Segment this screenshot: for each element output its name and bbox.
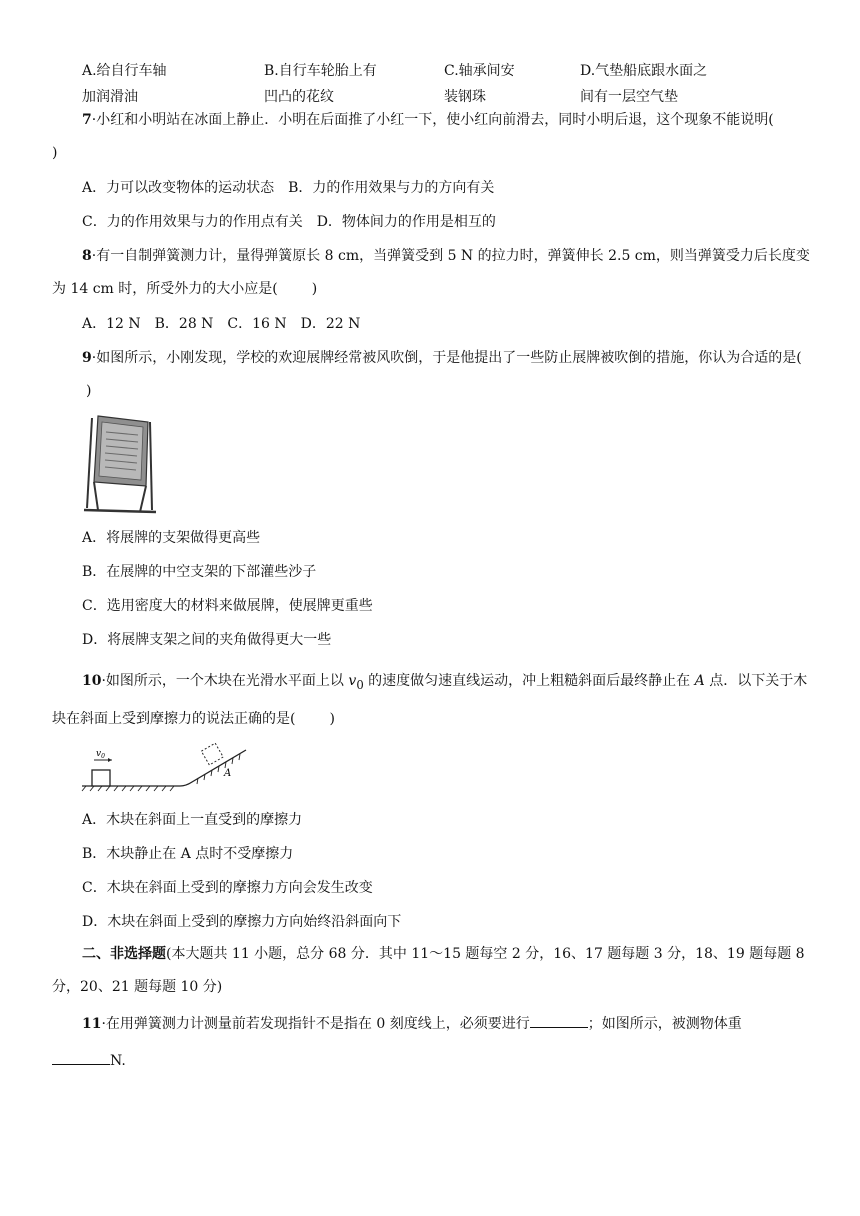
question-10-stem-b: 的速度做匀速直线运动，冲上粗糙斜面后最终静止在 <box>363 673 695 689</box>
question-10-point: A <box>694 673 705 689</box>
velocity-label: $v_0$ <box>96 749 105 760</box>
q6-option-c-line2: 装钢珠 <box>444 89 486 105</box>
answer-blank-1[interactable] <box>530 1013 588 1028</box>
question-9-number: 9 <box>82 350 92 366</box>
question-10-number: 10 <box>82 673 102 689</box>
block-at-a <box>201 743 223 765</box>
q6-option-b-line2: 凹凸的花纹 <box>264 89 334 105</box>
question-11-line2 <box>52 1050 126 1071</box>
section-nonchoice <box>52 938 812 1004</box>
stand-leg-left <box>87 418 92 508</box>
question-9-option-d: D．将展牌支架之间的夹角做得更大一些 <box>82 632 332 648</box>
point-a-label: A <box>224 768 232 779</box>
question-10-stem-c: 点．以下关于木块在斜面上受到摩擦力的说法正确的是( <box>52 673 808 727</box>
question-7-stem: ·小红和小明站在冰面上静止．小明在后面推了小红一下，使小红向前滑去，同时小明后退，这个现象不能说明( <box>91 112 774 128</box>
q6-option-a <box>82 58 167 110</box>
q6-option-c-line1: C.轴承间安 <box>444 63 515 79</box>
question-10-option-d: D．木块在斜面上受到的摩擦力方向始终沿斜面向下 <box>82 914 402 930</box>
question-8-options: A．12 N B．28 N C．16 N D．22 N <box>82 316 361 332</box>
question-10-option-a: A．木块在斜面上一直受到的摩擦力 <box>82 812 303 828</box>
question-10-option-c: C．木块在斜面上受到的摩擦力方向会发生改变 <box>82 880 373 896</box>
question-7-paren-close: ) <box>52 145 58 161</box>
wooden-block <box>92 770 110 786</box>
question-9-option-c: C．选用密度大的材料来做展牌，使展牌更重些 <box>82 598 373 614</box>
question-9-option-a: A．将展牌的支架做得更高些 <box>82 530 261 546</box>
display-board-figure <box>80 412 160 516</box>
question-10-option-b: B．木块静止在 A 点时不受摩擦力 <box>82 846 294 862</box>
q6-option-b <box>264 58 377 110</box>
q6-option-a-line2: 加润滑油 <box>82 89 138 105</box>
question-8-paren-close: ) <box>311 281 318 297</box>
stand-leg-right <box>150 422 152 510</box>
q6-option-b-line1: B.自行车轮胎上有 <box>264 63 377 79</box>
question-10-stem-a: ·如图所示，一个木块在光滑水平面上以 <box>101 673 349 689</box>
question-11-stem-a: ·在用弹簧测力计测量前若发现指针不是指在 0 刻度线上，必须要进行 <box>101 1016 530 1032</box>
question-9 <box>52 342 812 408</box>
question-10-v0-sub: 0 <box>356 677 364 692</box>
stand-support-right <box>140 486 146 512</box>
question-11-number: 11 <box>82 1016 102 1032</box>
question-11 <box>52 1006 812 1042</box>
question-7-options-row1: A．力可以改变物体的运动状态 B．力的作用效果与力的方向有关 <box>82 180 495 196</box>
question-9-stem: ·如图所示，小刚发现，学校的欢迎展牌经常被风吹倒，于是他提出了一些防止展牌被吹倒的措施，你认为合适的是( <box>91 350 802 366</box>
question-7 <box>52 104 812 170</box>
rough-incline <box>180 750 246 786</box>
stand-base <box>84 510 156 512</box>
question-10-v0: v <box>348 673 357 689</box>
question-8-stem: ·有一自制弹簧测力计，量得弹簧原长 8 cm，当弹簧受到 5 N 的拉力时，弹簧伸长 2.5 cm，则当弹簧受力后长度变为 14 cm 时，所受外力的大小应是( <box>52 248 810 297</box>
q6-option-d-line2: 间有一层空气垫 <box>580 89 678 105</box>
q6-option-d-line1: D.气垫船底跟水面之 <box>580 63 708 79</box>
q6-option-d <box>580 58 707 110</box>
question-7-options-row2: C．力的作用效果与力的作用点有关 D．物体间力的作用是相互的 <box>82 214 496 230</box>
question-9-paren-close: ) <box>86 383 92 399</box>
question-8 <box>52 240 812 306</box>
board-inner-panel <box>99 422 143 480</box>
incline-hatching <box>197 754 240 784</box>
section-description: (本大题共 11 小题，总分 68 分．其中 11～15 题每空 2 分，16、17 题每题 3 分，18、19 题每题 8 分，20、21 题每题 10 分) <box>52 946 805 995</box>
q6-option-c <box>444 58 515 110</box>
stand-support <box>94 482 98 510</box>
section-title: 二、非选择题 <box>82 946 166 962</box>
incline-figure <box>80 742 250 794</box>
q6-option-a-line1: A.给自行车轴 <box>82 63 167 79</box>
question-11-stem-c: N. <box>110 1053 126 1069</box>
answer-blank-2[interactable] <box>52 1050 110 1065</box>
question-7-number: 7 <box>82 112 92 128</box>
question-11-stem-b: ；如图所示，被测物体重 <box>587 1016 742 1032</box>
question-9-option-b: B．在展牌的中空支架的下部灌些沙子 <box>82 564 317 580</box>
velocity-arrow-head <box>108 758 112 762</box>
question-10-paren-close: ) <box>329 710 335 727</box>
surface-hatching <box>82 786 174 791</box>
question-8-number: 8 <box>82 248 92 264</box>
question-10 <box>52 664 812 736</box>
